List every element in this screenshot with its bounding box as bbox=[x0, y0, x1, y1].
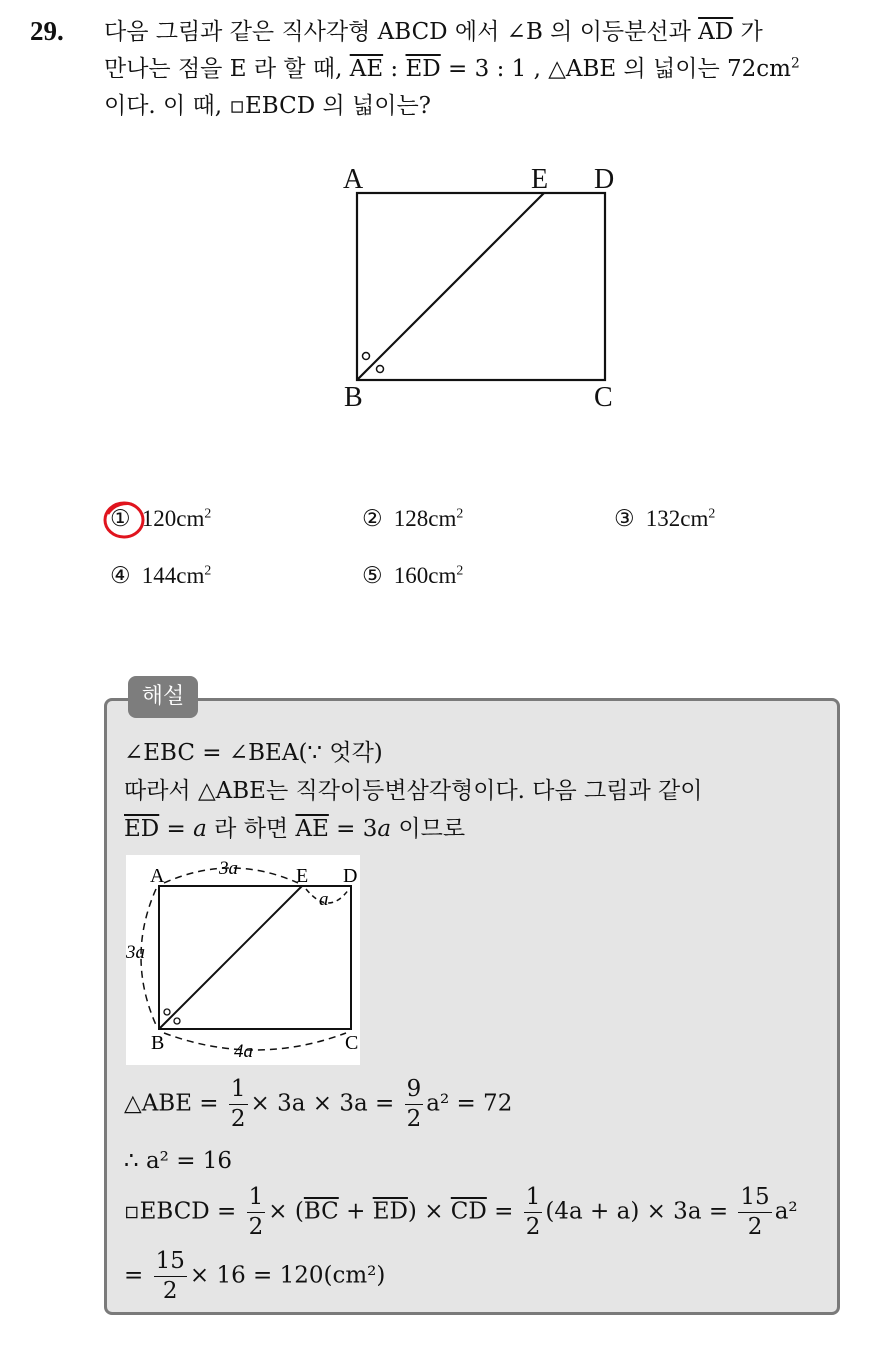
sol-label-side: 3a bbox=[126, 942, 145, 963]
label-c: C bbox=[594, 382, 613, 413]
eq3-eq: = bbox=[486, 1198, 521, 1225]
q-colon: : bbox=[383, 56, 406, 82]
sol-angle-mark-lower bbox=[174, 1018, 180, 1024]
eq3-times: × ( bbox=[268, 1198, 304, 1225]
sol-var-a2: a bbox=[377, 816, 392, 842]
eq4-f-num: 15 bbox=[154, 1250, 187, 1277]
bisector-be bbox=[357, 193, 544, 380]
eq3-f3-num: 15 bbox=[738, 1186, 771, 1213]
eq3-segment-ed: $\overline{ED}$ bbox=[372, 1198, 408, 1225]
label-d: D bbox=[594, 164, 615, 195]
eq3-close: ) × bbox=[407, 1198, 451, 1225]
eq3-fraction-3 bbox=[738, 1186, 771, 1239]
sol-eq-sign: = bbox=[159, 816, 194, 842]
choice-2-exp: 2 bbox=[456, 505, 464, 521]
sol-label-c: C bbox=[345, 1032, 359, 1054]
question-line-3: 이다. 이 때, ▫EBCD 의 넓이는? bbox=[104, 93, 431, 119]
eq3-fraction-1 bbox=[247, 1186, 266, 1239]
eq1-f1-num: 1 bbox=[229, 1078, 248, 1105]
angle-mark-upper bbox=[363, 353, 370, 360]
eq3-f2-den: 2 bbox=[525, 1214, 541, 1240]
question-number: 29. bbox=[30, 16, 64, 46]
sol-label-e: E bbox=[296, 865, 309, 887]
choice-2-value: 128cm bbox=[393, 506, 457, 531]
solution-tag: 해설 bbox=[128, 676, 198, 718]
equation-3 bbox=[124, 1186, 798, 1239]
choice-1-value: 120cm bbox=[141, 506, 205, 531]
choice-2[interactable] bbox=[362, 506, 463, 532]
choice-4[interactable] bbox=[110, 563, 211, 589]
choice-3-number: ③ bbox=[614, 506, 635, 531]
eq1-f1-den: 2 bbox=[230, 1106, 246, 1132]
q-line1-suffix: 가 bbox=[733, 19, 763, 45]
eq3-fraction-2 bbox=[524, 1186, 543, 1239]
eq3-plus: + bbox=[338, 1198, 373, 1225]
solution-line-1: ∠EBC = ∠BEA(∵ 엇각) bbox=[124, 740, 383, 766]
equation-1 bbox=[124, 1078, 512, 1131]
segment-ed: $\overline{ED}$ bbox=[405, 56, 441, 82]
label-e: E bbox=[531, 164, 549, 195]
eq1-fraction-1 bbox=[229, 1078, 248, 1131]
choice-5-number: ⑤ bbox=[362, 563, 383, 588]
choice-1[interactable] bbox=[110, 506, 211, 532]
eq1-mid: × 3a × 3a = bbox=[250, 1090, 402, 1117]
choice-2-number: ② bbox=[362, 506, 383, 531]
eq3-f2-num: 1 bbox=[524, 1186, 543, 1213]
choice-4-number: ④ bbox=[110, 563, 131, 588]
eq4-f-den: 2 bbox=[162, 1278, 178, 1304]
eq1-fraction-2 bbox=[405, 1078, 424, 1131]
eq1-lhs: △ABE = bbox=[124, 1090, 226, 1117]
equation-4 bbox=[124, 1250, 385, 1303]
sol-text-mid: 라 하면 bbox=[206, 816, 296, 842]
sol-text-end: 이므로 bbox=[391, 816, 466, 842]
segment-ad: $\overline{AD}$ bbox=[698, 19, 734, 45]
equation-2: ∴ a² = 16 bbox=[124, 1148, 233, 1174]
eq1-f2-den: 2 bbox=[406, 1106, 422, 1132]
sol-bisector bbox=[159, 886, 302, 1029]
choice-4-exp: 2 bbox=[204, 562, 212, 578]
eq4-rhs: × 16 = 120(cm²) bbox=[189, 1262, 386, 1289]
eq3-f3-den: 2 bbox=[747, 1214, 763, 1240]
eq3-mid: (4a + a) × 3a = bbox=[545, 1198, 736, 1225]
sol-label-bottom: 4a bbox=[234, 1041, 253, 1062]
sol-var-a: a bbox=[193, 816, 207, 842]
choice-1-exp: 2 bbox=[204, 505, 212, 521]
sol-label-top: 3a bbox=[219, 858, 238, 879]
eq4-lhs: = bbox=[124, 1262, 151, 1289]
eq3-f1-den: 2 bbox=[248, 1214, 264, 1240]
angle-mark-lower bbox=[377, 366, 384, 373]
choice-3[interactable] bbox=[614, 506, 715, 532]
eq1-rhs: a² = 72 bbox=[426, 1090, 513, 1117]
choice-4-value: 144cm bbox=[141, 563, 205, 588]
rectangle-abcd bbox=[357, 193, 605, 380]
sol-label-b: B bbox=[151, 1032, 165, 1054]
eq4-fraction bbox=[154, 1250, 187, 1303]
choice-5[interactable] bbox=[362, 563, 463, 589]
sol-label-d: D bbox=[343, 865, 358, 887]
choice-5-value: 160cm bbox=[393, 563, 457, 588]
choice-3-exp: 2 bbox=[708, 505, 716, 521]
eq3-lhs: ▫EBCD = bbox=[124, 1198, 244, 1225]
solution-line-2: 따라서 △ABE는 직각이등변삼각형이다. 다음 그림과 같이 bbox=[124, 778, 703, 804]
sol-label-a: A bbox=[150, 865, 165, 887]
label-a: A bbox=[343, 164, 364, 195]
sol-segment-ae: $\overline{AE}$ bbox=[295, 816, 329, 842]
q-line2-prefix: 만나는 점을 E 라 할 때, bbox=[104, 56, 350, 82]
arc-bottom bbox=[164, 1033, 346, 1050]
q-ratio: = 3 : 1 , △ABE 의 넓이는 72cm bbox=[440, 56, 791, 82]
eq1-f2-num: 9 bbox=[405, 1078, 424, 1105]
solution-line-3 bbox=[124, 810, 465, 843]
sol-eq-3: = 3 bbox=[328, 816, 378, 842]
choice-1-number: ① bbox=[110, 506, 131, 531]
sol-angle-mark-upper bbox=[164, 1009, 170, 1015]
sol-segment-ed: $\overline{ED}$ bbox=[124, 816, 160, 842]
q-line1-prefix: 다음 그림과 같은 직사각형 ABCD 에서 ∠B 의 이등분선과 bbox=[104, 19, 699, 45]
label-b: B bbox=[344, 382, 363, 413]
choice-5-exp: 2 bbox=[456, 562, 464, 578]
solution-figure bbox=[126, 855, 360, 1065]
choice-3-value: 132cm bbox=[645, 506, 709, 531]
sol-label-ed: a bbox=[319, 889, 329, 910]
eq3-segment-bc: $\overline{BC}$ bbox=[303, 1198, 339, 1225]
q-exponent: 2 bbox=[790, 55, 800, 72]
rectangle-figure bbox=[0, 0, 884, 450]
eq3-f1-num: 1 bbox=[247, 1186, 266, 1213]
eq3-rhs: a² bbox=[774, 1198, 798, 1225]
segment-ae: $\overline{AE}$ bbox=[349, 56, 384, 82]
eq3-segment-cd: $\overline{CD}$ bbox=[450, 1198, 487, 1225]
